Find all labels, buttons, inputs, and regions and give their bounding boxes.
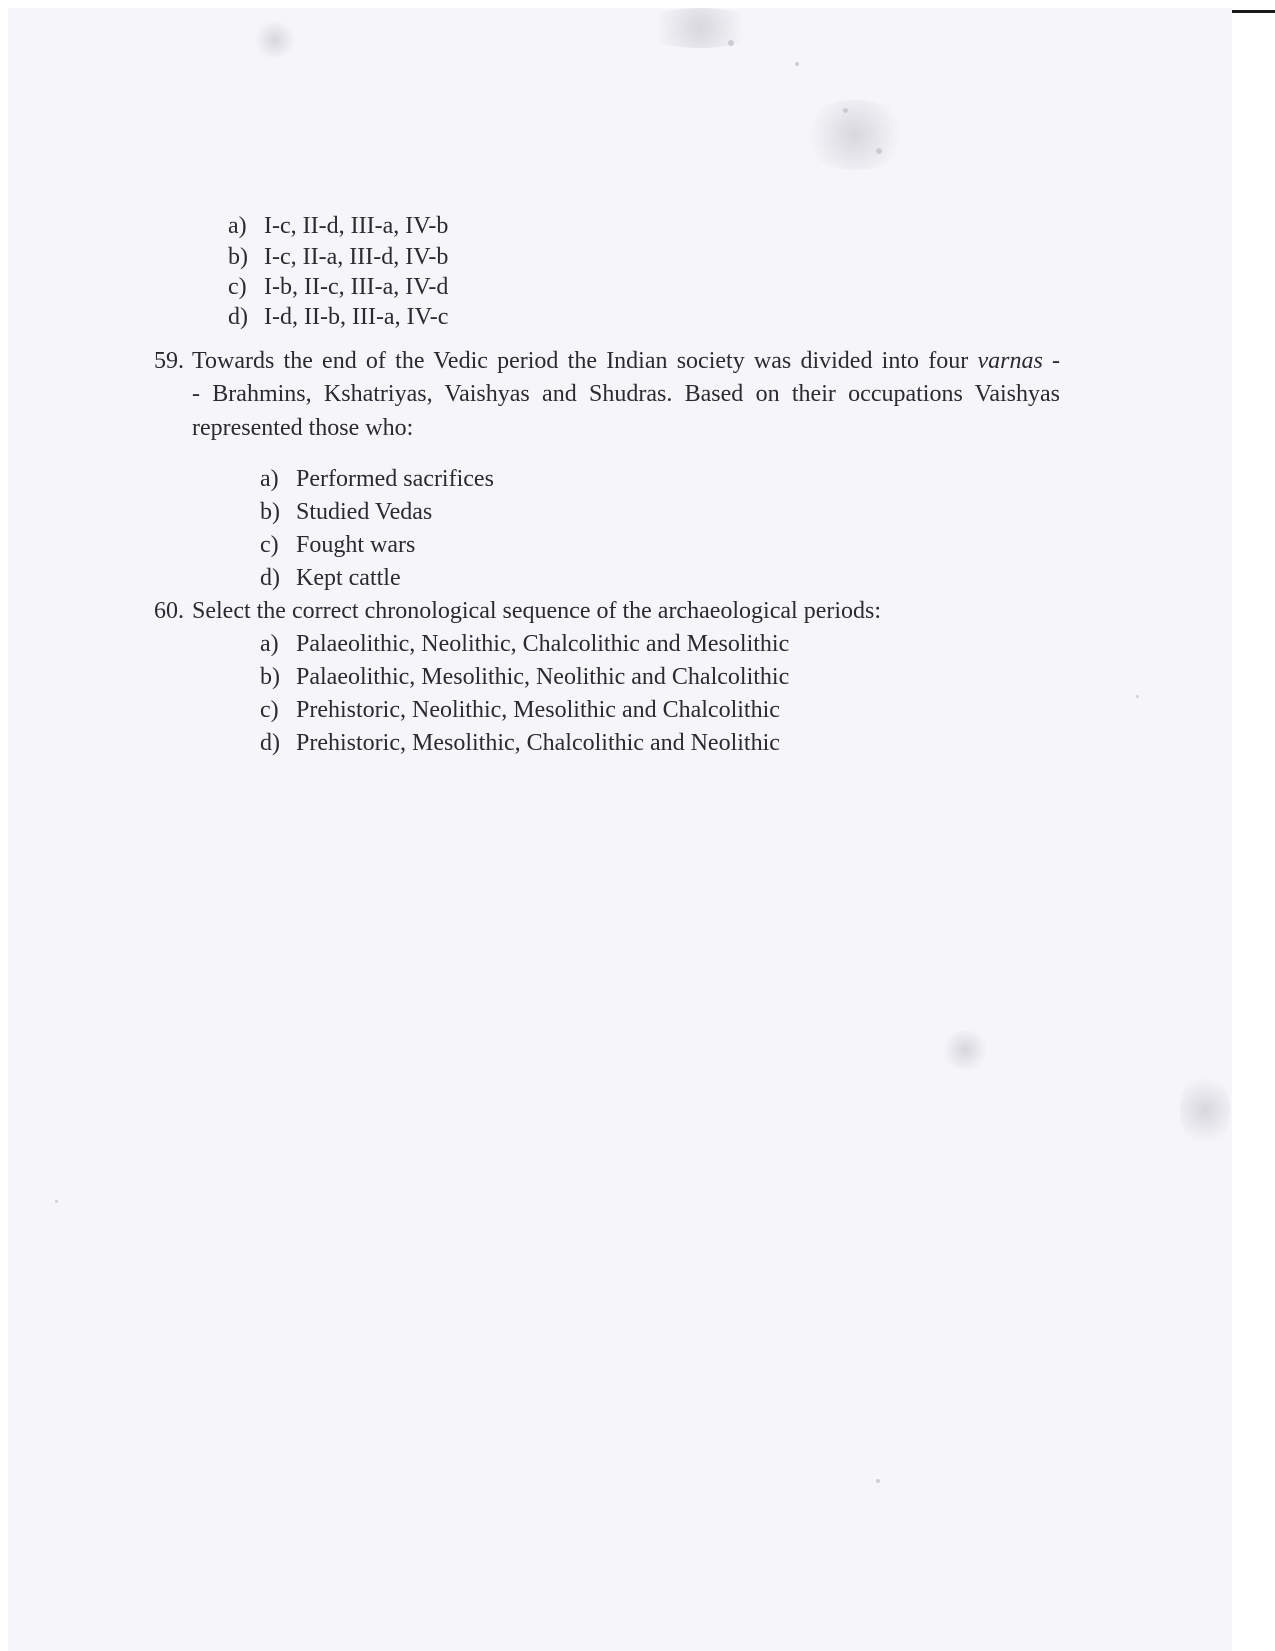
question-text: Towards the end of the Vedic period the Indian society was divided into four <box>192 348 969 374</box>
option-text: Palaeolithic, Neolithic, Chalcolithic and Mesolithic <box>296 631 790 657</box>
question-text-line <box>192 414 413 442</box>
option-item <box>228 303 448 331</box>
option-item <box>228 212 448 240</box>
scanned-page <box>8 8 1232 1651</box>
scan-smudge <box>940 1030 990 1070</box>
question-text-line <box>192 380 1060 408</box>
scan-speck <box>876 148 882 154</box>
question-text: Select the correct chronological sequence of the archaeological periods: <box>192 598 882 624</box>
question-text: represented those who: <box>192 415 414 441</box>
scan-margin <box>1232 0 1275 1651</box>
option-letter: c) <box>260 532 279 558</box>
option-item <box>228 243 448 271</box>
scan-smudge <box>640 8 760 48</box>
question-text: - <box>1052 348 1061 374</box>
option-item <box>260 663 789 691</box>
option-item <box>260 498 432 526</box>
option-item <box>228 273 448 301</box>
option-item <box>260 696 780 724</box>
option-item <box>260 465 494 493</box>
option-text: Fought wars <box>296 532 416 558</box>
question-text-line <box>192 347 1060 375</box>
question-text-italic: varnas <box>977 348 1043 374</box>
question-number: 59. <box>154 348 184 374</box>
option-item <box>260 564 401 592</box>
scan-speck <box>843 108 848 113</box>
option-item <box>260 729 780 757</box>
scan-smudge <box>800 100 910 170</box>
option-text: Prehistoric, Mesolithic, Chalcolithic and Neolithic <box>296 730 780 756</box>
option-text: I-d, II-b, III-a, IV-c <box>264 304 449 330</box>
scan-speck <box>795 62 799 66</box>
question-text-line <box>192 597 881 625</box>
scan-smudge <box>255 20 295 60</box>
option-letter: b) <box>228 244 248 270</box>
scan-speck <box>55 1200 58 1203</box>
option-text: Palaeolithic, Mesolithic, Neolithic and Chalcolithic <box>296 664 790 690</box>
scan-smudge <box>1180 1070 1230 1150</box>
option-text: Studied Vedas <box>296 499 433 525</box>
scan-speck <box>1136 695 1139 698</box>
option-letter: b) <box>260 664 280 690</box>
option-letter: c) <box>260 697 279 723</box>
option-text: Kept cattle <box>296 565 401 591</box>
option-letter: a) <box>260 466 279 492</box>
question-number: 60. <box>154 598 184 624</box>
option-item <box>260 531 415 559</box>
option-text: I-c, II-a, III-d, IV-b <box>264 244 449 270</box>
scan-speck <box>728 40 734 46</box>
option-letter: a) <box>260 631 279 657</box>
question-text: - Brahmins, Kshatriyas, Vaishyas and Shudras. Based on their occupations Vaishyas <box>192 381 1060 407</box>
option-letter: d) <box>228 304 248 330</box>
option-text: I-b, II-c, III-a, IV-d <box>264 274 449 300</box>
option-text: I-c, II-d, III-a, IV-b <box>264 213 449 239</box>
scan-edge-mark <box>1232 10 1275 13</box>
option-letter: d) <box>260 730 280 756</box>
option-letter: b) <box>260 499 280 525</box>
option-letter: a) <box>228 213 247 239</box>
option-text: Prehistoric, Neolithic, Mesolithic and Chalcolithic <box>296 697 780 723</box>
option-item <box>260 630 789 658</box>
option-text: Performed sacrifices <box>296 466 494 492</box>
option-letter: c) <box>228 274 247 300</box>
option-letter: d) <box>260 565 280 591</box>
scan-speck <box>876 1479 880 1483</box>
